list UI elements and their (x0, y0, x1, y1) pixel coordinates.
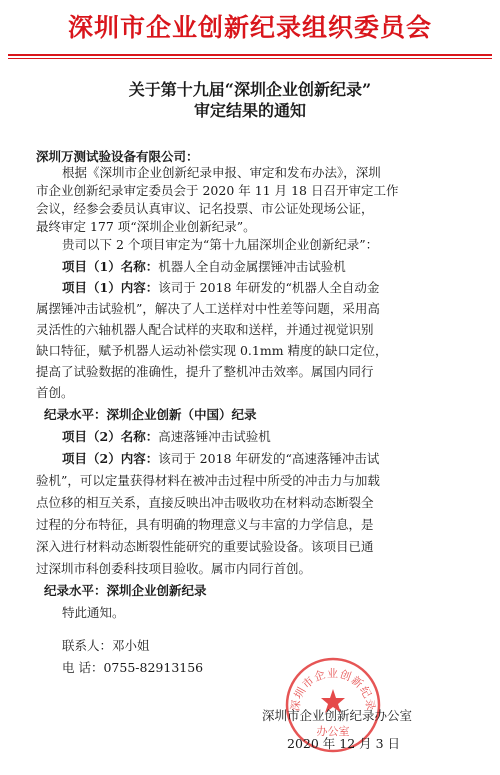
closing-line: 特此通知。 (62, 605, 125, 620)
item2-name-row (62, 429, 464, 445)
item1-content-line3: 灵活性的六轴机器人配合试样的夹取和送样，并通过视觉识别 (36, 322, 374, 337)
item1-content-line6: 首创。 (36, 385, 74, 400)
issuer-header: 深圳市企业创新纪录组织委员会 (67, 13, 432, 42)
para1-line1: 根据《深圳市企业创新纪录申报、审定和发布办法》，深圳 (62, 165, 381, 180)
record-level-1: 纪录水平：深圳企业创新（中国）纪录 (44, 407, 257, 422)
seal-center-text: 办公室 (316, 725, 350, 738)
item2-name-label: 项目（2）名称： (62, 429, 159, 444)
item2-content-line6: 过深圳市科创委科技项目验收。属市内同行首创。 (36, 561, 312, 576)
item2-content-line3: 点位移的相互关系，直接反映出冲击吸收功在材料动态断裂全 (36, 495, 374, 510)
item1-name-label: 项目（1）名称： (62, 259, 159, 274)
contact-phone: 电 话：0755-82913156 (62, 660, 204, 675)
issue-date: 2020 年 12 月 3 日 (287, 736, 401, 751)
seal-ring-text: 深圳市企业创新纪录 (288, 667, 378, 713)
issuing-office: 深圳市企业创新纪录办公室 (262, 708, 413, 723)
record-level-2: 纪录水平：深圳企业创新纪录 (44, 583, 207, 598)
item2-content-line5: 深入进行材料动态断裂性能研究的重要试验设备。该项目已通 (36, 539, 374, 554)
para1-line2: 市企业创新纪录审定委员会于 2020 年 11 月 18 日召开审定工作 (36, 183, 399, 198)
item1-name-row (62, 259, 464, 275)
para2: 贵司以下 2 个项目审定为“第十九届深圳企业创新纪录”： (62, 237, 379, 252)
notice-title-line2: 审定结果的通知 (193, 101, 306, 120)
addressee: 深圳万测试验设备有限公司： (36, 149, 199, 164)
notice-title: 关于第十九届“深圳企业创新纪录” (128, 80, 372, 99)
item2-content-line2: 验机”，可以定量获得材料在被冲击过程中所受的冲击力与加载 (36, 473, 380, 488)
item2-name: 高速落锤冲击试验机 (158, 429, 271, 444)
item1-content-line1: 该司于 2018 年研发的“机器人全自动金 (158, 280, 380, 295)
item1-content-row (62, 280, 464, 296)
item1-name: 机器人全自动金属摆锤冲击试验机 (158, 259, 346, 274)
header-rule (8, 54, 492, 56)
para1-line3: 会议，经参会委员认真审议、记名投票、市公证处现场公证， (36, 201, 374, 216)
contact-person: 联系人：邓小姐 (62, 638, 150, 653)
item2-content-line1: 该司于 2018 年研发的“高速落锤冲击试 (158, 451, 380, 466)
item2-content-label: 项目（2）内容： (62, 451, 159, 466)
item1-content-line4: 缺口特征，赋予机器人运动补偿实现 0.1mm 精度的缺口定位， (36, 343, 388, 358)
item1-content-line5: 提高了试验数据的准确性，提升了整机冲击效率。属国内同行 (36, 364, 374, 379)
item1-content-label: 项目（1）内容： (62, 280, 159, 295)
item2-content-row (62, 451, 464, 467)
item2-content-line4: 过程的分布特征，具有明确的物理意义与丰富的力学信息，是 (36, 517, 374, 532)
header-rule-thin (8, 58, 492, 59)
para1-line4: 最终审定 177 项“深圳企业创新纪录”。 (36, 219, 256, 234)
item1-content-line2: 属摆锤冲击试验机”，解决了人工送样对中性差等问题，采用高 (36, 301, 380, 316)
